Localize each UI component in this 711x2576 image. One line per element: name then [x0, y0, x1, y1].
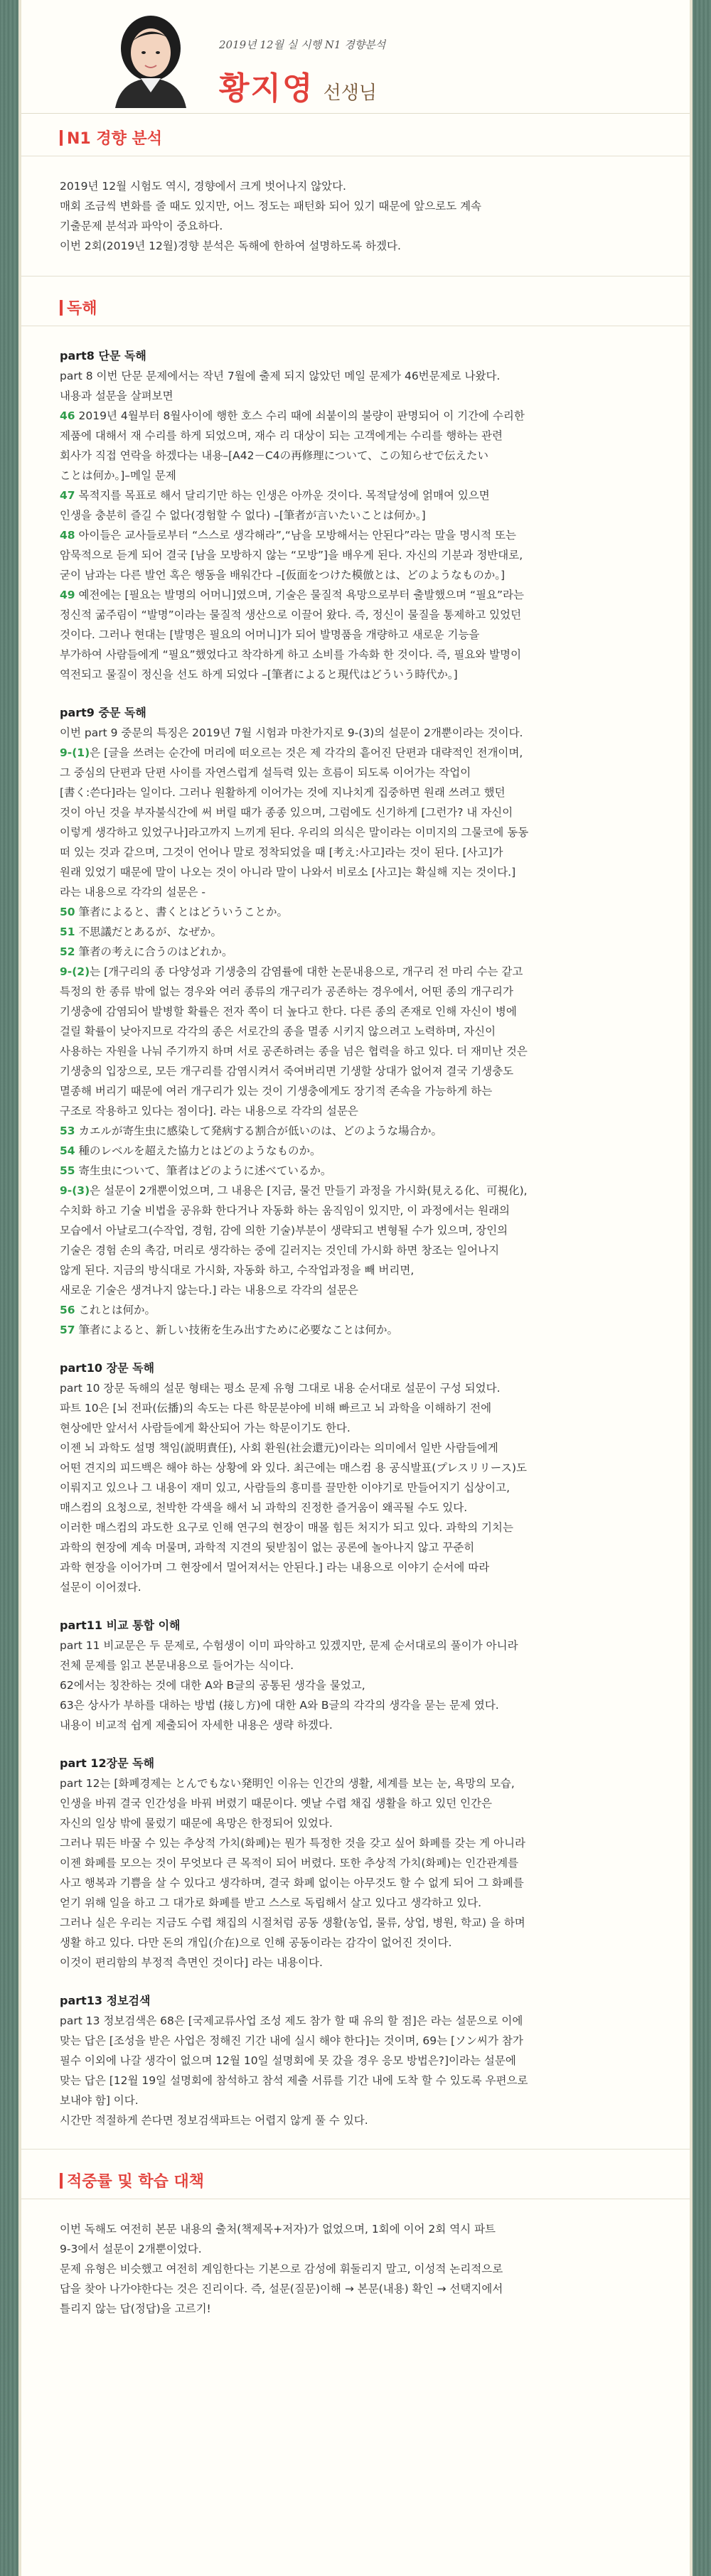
reading-part	[60, 346, 651, 685]
text-line	[60, 505, 651, 525]
line-text: 걸릴 확률이 낮아지므로 각각의 종은 서로간의 종을 멸종 시키지 않으려고 노력하며, 자신이	[60, 1025, 496, 1038]
question-number: 48	[60, 529, 75, 542]
text-line	[60, 2071, 651, 2091]
text-line: 이번 2회(2019년 12월)경향 분석은 독해에 한하여 설명하도록 하겠다.	[60, 240, 401, 252]
text-line: 틀리지 않는 답(정답)을 고르기!	[60, 2302, 211, 2315]
line-text: 그러나 뭐든 바꿀 수 있는 추상적 가치(화폐)는 뭔가 특정한 것을 갖고 싶어 화폐를 갖는 게 아니라	[60, 1837, 525, 1850]
question-number: 49	[60, 589, 75, 601]
line-text: 제품에 대해서 재 수리를 하게 되었으며, 재수 리 대상이 되는 고객에게는 수리를 행하는 관련	[60, 429, 503, 442]
question-number: 9-(2)	[60, 965, 90, 978]
line-text: 기생충에 감염되어 발병할 확률은 전자 쪽이 더 높다고 한다. 다른 종의 존재로 인해 자신이 병에	[60, 1005, 517, 1018]
text-line	[60, 1893, 651, 1913]
article-content	[21, 114, 690, 2319]
part-heading: part10 장문 독해	[60, 1361, 155, 1375]
text-line	[60, 1021, 651, 1041]
text-line	[60, 2091, 651, 2110]
question-number: 55	[60, 1164, 75, 1177]
text-line	[60, 1002, 651, 1021]
line-text: 역전되고 물질이 정신을 선도 하게 되었다 –[筆者によると現代はどういう時代か。]	[60, 668, 458, 681]
text-line	[60, 882, 651, 902]
line-text: 얻기 위해 일을 하고 그 대가로 화폐를 받고 스스로 독립해서 살고 있다고 생각하고 있다.	[60, 1896, 482, 1909]
question-line	[60, 1121, 651, 1141]
line-text: 는 [개구리의 종 다양성과 기생충의 감염률에 대한 논문내용으로, 개구리 전 마리 수는 같고	[90, 965, 523, 978]
line-text: 맞는 답은 [12월 19일 설명회에 참석하고 참석 제출 서류를 기간 내에 도착 할 수 있도록 우편으로	[60, 2074, 528, 2087]
line-text: 이러한 매스컴의 과도한 요구로 인해 연구의 현장이 매몰 힘든 처지가 되고 있다. 과학의 기치는	[60, 1521, 513, 1534]
line-text: part 8 이번 단문 문제에서는 작년 7월에 출제 되지 않았던 메일 문제가 46번문제로 나왔다.	[60, 370, 501, 382]
line-text: 라는 내용으로 각각의 설문은 -	[60, 886, 205, 898]
part-heading: part9 중문 독해	[60, 706, 146, 719]
teacher-title	[219, 63, 377, 108]
line-text: 筆者の考えに合うのはどれか。	[75, 945, 233, 958]
text-line	[60, 645, 651, 665]
line-text: 寄生虫について、筆者はどのように述べているか。	[75, 1164, 332, 1177]
question-number: 9-(3)	[60, 1184, 90, 1197]
question-number: 52	[60, 945, 75, 958]
text-line	[60, 1953, 651, 1973]
part-heading: part8 단문 독해	[60, 349, 146, 363]
text-line	[60, 1378, 651, 1398]
text-line	[60, 1220, 651, 1240]
teacher-name: 황지영	[219, 70, 314, 107]
line-text: 모습에서 아날로그(수작업, 경험, 감에 의한 기술)부분이 생략되고 변형될 수가 있으며, 장인의	[60, 1224, 508, 1237]
text-line	[60, 1418, 651, 1438]
text-line	[60, 982, 651, 1002]
text-line	[60, 1557, 651, 1577]
text-line	[60, 1833, 651, 1853]
line-text: 種のレベルを超えた協力とはどのようなものか。	[75, 1144, 321, 1157]
text-line	[60, 466, 651, 485]
line-text: 2019년 4월부터 8월사이에 행한 호스 수리 때에 쇠붙이의 불량이 판명되어 이 기간에 수리한	[75, 409, 525, 422]
line-text: 예전에는 [필요는 발명의 어머니]였으며, 기술은 물질적 욕망으로부터 출발했으며 “필요”라는	[75, 589, 525, 601]
text-line	[60, 1933, 651, 1953]
text-line: 기출문제 분석과 파악이 중요하다.	[60, 220, 223, 232]
line-text: part 13 정보검색은 68은 [국제교류사업 조성 제도 참가 할 때 유의 할 점]은 라는 설문으로 이에	[60, 2014, 523, 2027]
text-line	[60, 565, 651, 585]
question-line	[60, 902, 651, 922]
text-line: 이번 독해도 여전히 본문 내용의 출처(책제목+저자)가 없었으며, 1회에 이어 2회 역시 파트	[60, 2223, 496, 2236]
question-number: 47	[60, 489, 75, 502]
line-text: 않게 된다. 지금의 방식대로 가시화, 자동화 하고, 수작업과정을 빼 버리면,	[60, 1264, 415, 1277]
line-text: 인생을 바꿔 결국 인간성을 바꿔 버렸기 때문이다. 옛날 수렵 채집 생활을 하고 있던 인간은	[60, 1797, 493, 1810]
text-line	[60, 1280, 651, 1300]
line-text: 전체 문제를 읽고 본문내용으로 들어가는 식이다.	[60, 1659, 294, 1672]
section-divider	[21, 276, 690, 277]
line-text: 떠 있는 것과 같으며, 그것이 언어나 말로 정착되었을 때 [考え:사고]라는 것이 된다. [사고]가	[60, 846, 503, 859]
line-text: 기생충의 입장으로, 모든 개구리를 감염시켜서 죽여버리면 기생할 상대가 없어져 결국 기생충도	[60, 1065, 514, 1078]
line-text: part 12는 [화폐경제는 とんでもない発明인 이유는 인간의 생활, 세계를 보는 눈, 욕망의 모습,	[60, 1777, 515, 1790]
part-heading: part13 정보검색	[60, 1994, 151, 2007]
line-text: 생활 하고 있다. 다만 돈의 개입(介在)으로 인해 공동이라는 감각이 없어진 것이다.	[60, 1936, 452, 1949]
reading-part	[60, 1358, 651, 1597]
text-line	[60, 1101, 651, 1121]
line-text: 정신적 굶주림이 “발명”이라는 물질적 생산으로 이끌어 왔다. 즉, 정신이 물질을 통제하고 있었던	[60, 608, 522, 621]
section-title-trend: N1 경향 분석	[60, 127, 651, 149]
part-heading: part11 비교 통합 이해	[60, 1619, 181, 1632]
text-line	[60, 1081, 651, 1101]
line-text: カエルが寄生虫に感染して発病する割合が低いのは、どのような場合か。	[75, 1125, 443, 1137]
line-text: 사고 행복과 기쁨을 살 수 있다고 생각하며, 결국 화폐 없이는 아무것도 할 수 없게 되어 그 화폐를	[60, 1877, 524, 1889]
text-line	[60, 1636, 651, 1655]
question-line	[60, 1141, 651, 1161]
text-line: 9-3에서 설문이 2개뿐이었다.	[60, 2243, 202, 2255]
line-text: 그 중심의 단편과 단편 사이를 자연스럽게 설득력 있는 흐름이 되도록 이어가는 작업이	[60, 766, 471, 779]
text-line	[60, 1061, 651, 1081]
text-line	[60, 2051, 651, 2071]
line-text: 筆者によると、書くとはどういうことか。	[75, 906, 289, 918]
question-line	[60, 1161, 651, 1181]
text-line	[60, 1853, 651, 1873]
text-line	[60, 1240, 651, 1260]
text-line	[60, 783, 651, 803]
text-line	[60, 1577, 651, 1597]
line-text: 사용하는 자원을 나눠 주기까지 하며 서로 공존하려는 종을 넘은 협력을 하고 있다. 더 재미난 것은	[60, 1045, 528, 1058]
question-line	[60, 962, 651, 982]
text-line	[60, 366, 651, 386]
text-line	[60, 1913, 651, 1933]
text-line	[60, 1518, 651, 1537]
text-line	[60, 1537, 651, 1557]
line-text: 필수 이외에 나갈 생각이 없으며 12월 10일 설명회에 못 갔을 경우 응모 방법은?]이라는 설문에	[60, 2054, 516, 2067]
text-line	[60, 446, 651, 466]
question-number: 46	[60, 409, 75, 422]
text-line	[60, 1201, 651, 1220]
text-line	[60, 625, 651, 645]
line-text: 이번 part 9 중문의 특징은 2019년 7월 시험과 마찬가지로 9-(3)의 설문이 2개뿐이라는 것이다.	[60, 726, 523, 739]
question-line	[60, 1300, 651, 1320]
line-text: 63은 상사가 부하를 대하는 방법 (接し方)에 대한 A와 B글의 각각의 생각을 묻는 문제 였다.	[60, 1699, 499, 1712]
section-marker	[60, 2173, 63, 2189]
text-line: 답을 찾아 나가야한다는 것은 진리이다. 즉, 설문(질문)이해 → 본문(내용) 확인 → 선택지에서	[60, 2282, 503, 2295]
line-text: 보내야 함] 이다.	[60, 2094, 139, 2107]
text-line	[60, 605, 651, 625]
question-line	[60, 942, 651, 962]
section-marker	[60, 300, 63, 316]
section-marker	[60, 130, 63, 146]
line-text: ことは何か。]–메일 문제	[60, 469, 176, 482]
line-text: 맞는 답은 [조성을 받은 사업은 정해진 기간 내에 실시 해야 한다]는 것이며, 69는 [ソン씨가 참가	[60, 2034, 523, 2047]
text-line	[60, 822, 651, 842]
line-text: 내용과 설문을 살펴보면	[60, 390, 173, 402]
text-line	[60, 763, 651, 783]
line-text: 매스컴의 요청으로, 천박한 각색을 해서 뇌 과학의 진정한 즐거움이 왜곡될 수도 있다.	[60, 1501, 468, 1514]
line-text: 자신의 일상 밖에 물렀기 때문에 욕망은 한정되어 있었다.	[60, 1817, 333, 1830]
reading-part	[60, 1616, 651, 1735]
text-line	[60, 1498, 651, 1518]
text-line	[60, 2011, 651, 2031]
line-text: 이것이 편리함의 부정적 측면인 것이다] 라는 내용이다.	[60, 1956, 323, 1969]
text-line	[60, 1478, 651, 1498]
text-line	[60, 723, 651, 743]
line-text: 새로운 기술은 생겨나지 않는다.] 라는 내용으로 각각의 설문은	[60, 1284, 358, 1297]
line-text: 62에서는 칭찬하는 것에 대한 A와 B글의 공통된 생각을 물었고,	[60, 1679, 365, 1692]
text-line: 매회 조금씩 변화를 줄 때도 있지만, 어느 정도는 패턴화 되어 있기 때문에 앞으로도 계속	[60, 200, 482, 213]
line-text: 수치화 하고 기술 비법을 공유화 한다거나 자동화 하는 움직임이 있지만, 이 과정에서는 원래의	[60, 1204, 510, 1217]
line-text: 그러나 실은 우리는 지금도 수렵 채집의 시절처럼 공동 생활(농업, 물류, 상업, 병원, 학교) 을 하며	[60, 1916, 525, 1929]
reading-part	[60, 1754, 651, 1973]
reading-part	[60, 703, 651, 1340]
line-text: 파트 10은 [뇌 전파(伝播)의 속도는 다른 학문분야에 비해 빠르고 뇌 과학을 이해하기 전에	[60, 1402, 492, 1415]
reading-part	[60, 1991, 651, 2130]
text-line	[60, 1675, 651, 1695]
text-line	[60, 1655, 651, 1675]
question-line	[60, 485, 651, 505]
text-line	[60, 2031, 651, 2051]
page-header	[21, 0, 690, 114]
text-line	[60, 1793, 651, 1813]
question-line	[60, 406, 651, 426]
line-text: 이젠 뇌 과학도 설명 책임(説明責任), 사회 환원(社会還元)이라는 의미에서 일반 사람들에게	[60, 1442, 498, 1454]
strategy-paragraph	[60, 2219, 651, 2319]
line-text: 이뤄지고 있으나 그 내용이 재미 있고, 사람들의 흥미를 끌만한 이야기로 만들어지기 십상이고,	[60, 1481, 510, 1494]
text-line: 문제 유형은 비슷했고 여전히 계임한다는 기본으로 감성에 휘둘리지 말고, 이성적 논리적으로	[60, 2263, 503, 2275]
question-number: 57	[60, 1324, 75, 1336]
line-text: 것이다. 그러나 현대는 [발명은 필요의 어머니]가 되어 발명품을 개량하고 새로운 기능을	[60, 628, 480, 641]
line-text: 이젠 화폐를 모으는 것이 무엇보다 큰 목적이 되어 버렸다. 또한 추상적 가치(화폐)는 인간관계를	[60, 1857, 519, 1869]
line-text: 不思議だとあるが、なぜか。	[75, 925, 223, 938]
question-line	[60, 743, 651, 763]
text-line	[60, 803, 651, 822]
question-number: 50	[60, 906, 75, 918]
text-line	[60, 1715, 651, 1735]
question-line	[60, 525, 651, 545]
question-line	[60, 585, 651, 605]
question-number: 56	[60, 1304, 75, 1316]
section-divider	[21, 2149, 690, 2150]
question-number: 9-(1)	[60, 746, 90, 759]
trend-paragraph	[60, 176, 651, 256]
text-line	[60, 1458, 651, 1478]
text-line	[60, 545, 651, 565]
line-text: 기술은 경험 손의 촉감, 머리로 생각하는 중에 길러지는 것인데 가시화 하면 창조는 일어나지	[60, 1244, 500, 1257]
line-text: part 10 장문 독해의 설문 형태는 평소 문제 유형 그대로 내용 순서대로 설문이 구성 되었다.	[60, 1382, 501, 1395]
line-text: 은 [글을 쓰려는 순간에 머리에 떠오르는 것은 제 각각의 흩어진 단편과 대략적인 전개이며,	[90, 746, 523, 759]
reading-parts	[60, 346, 651, 2130]
text-line	[60, 1695, 651, 1715]
line-text: 구조로 작용하고 있다는 점이다]. 라는 내용으로 각각의 설문은	[60, 1105, 358, 1117]
text-line	[60, 1041, 651, 1061]
text-line	[60, 2110, 651, 2130]
line-text: 원래 있었기 때문에 말이 나오는 것이 아니라 말이 나와서 비로소 [사고]는 확실해 지는 것이다.]	[60, 866, 516, 879]
question-number: 51	[60, 925, 75, 938]
text-line	[60, 665, 651, 685]
text-line	[60, 386, 651, 406]
question-line	[60, 1320, 651, 1340]
line-text: 시간만 적절하게 쓴다면 정보검색파트는 어렵지 않게 풀 수 있다.	[60, 2114, 368, 2127]
teacher-avatar	[105, 9, 196, 108]
line-text: 것이 아닌 것을 부자불식간에 써 버릴 때가 종종 있으며, 그럼에도 신기하게 [그런가? 내 자신이	[60, 806, 513, 819]
line-text: 멸종해 버리기 때문에 여러 개구리가 있는 것이 기생충에게도 장기적 존속을 가능하게 하는	[60, 1085, 493, 1098]
line-text: 筆者によると、新しい技術を生み出すために必要なことは何か。	[75, 1324, 399, 1336]
question-number: 53	[60, 1125, 75, 1137]
line-text: 부가하여 사람들에게 “필요”했었다고 착각하게 하고 소비를 가속화 한 것이다. 즉, 필요와 발명이	[60, 648, 522, 661]
text-line	[60, 1398, 651, 1418]
text-line	[60, 1813, 651, 1833]
line-text: 설문이 이어졌다.	[60, 1581, 141, 1594]
text-line	[60, 862, 651, 882]
part-heading: part 12장문 독해	[60, 1756, 155, 1770]
text-line	[60, 426, 651, 446]
text-line	[60, 1438, 651, 1458]
line-text: 은 설문이 2개뿐이었으며, 그 내용은 [지금, 물건 만들기 과정을 가시화(見える化、可視化),	[90, 1184, 528, 1197]
paper-sheet	[18, 0, 693, 2576]
line-text: 과학 현장을 이어가며 그 현장에서 멀어져서는 안된다.] 라는 내용으로 이야기 순서에 따라	[60, 1561, 490, 1574]
line-text: 현상에만 앞서서 사람들에게 확산되어 가는 학문이기도 한다.	[60, 1422, 351, 1434]
line-text: 이렇게 생각하고 있었구나]라고까지 느끼게 된다. 우리의 의식은 말이라는 이미지의 그물코에 동동	[60, 826, 529, 839]
line-text: 목적지를 목표로 해서 달리기만 하는 인생은 아까운 것이다. 목적달성에 얽매여 있으면	[75, 489, 490, 502]
exam-analysis-subtitle: 2019년 12월 실 시행 N1 경향분석	[219, 38, 386, 51]
question-line	[60, 922, 651, 942]
line-text: 인생을 충분히 즐길 수 없다(경험할 수 없다) –[筆者が言いたいことは何か。]	[60, 509, 426, 522]
text-line	[60, 1873, 651, 1893]
line-text: 특정의 한 종류 밖에 없는 경우와 여러 종류의 개구리가 공존하는 경우에서, 어떤 종의 개구리가	[60, 985, 513, 998]
section-title-strategy: 적중률 및 학습 대책	[60, 2169, 651, 2191]
text-line	[60, 842, 651, 862]
line-text: 내용이 비교적 쉽게 제출되어 자세한 내용은 생략 하겠다.	[60, 1719, 333, 1732]
line-text: 회사가 직접 연락을 하겠다는 내용–[A42－C4の再修理について、この知らせで伝えたい	[60, 449, 489, 462]
question-line	[60, 1181, 651, 1201]
line-text: 어떤 견지의 피드백은 해야 하는 상황에 와 있다. 최근에는 매스컴 용 공식발표(プレスリリース)도	[60, 1461, 527, 1474]
line-text: これとは何か。	[75, 1304, 156, 1316]
text-line	[60, 1773, 651, 1793]
question-number: 54	[60, 1144, 75, 1157]
line-text: [書く:쓴다]라는 일이다. 그러나 원활하게 이어가는 것에 지나치게 집중하면 원래 쓰려고 했던	[60, 786, 506, 799]
line-text: 굳이 남과는 다른 발언 혹은 행동을 배워간다 –[仮面をつけた模倣とは、どのようなものか。]	[60, 569, 506, 581]
line-text: 아이들은 교사들로부터 “스스로 생각해라”,“남을 모방해서는 안된다”라는 말을 명시적 또는	[75, 529, 516, 542]
section-title-reading: 독해	[60, 296, 651, 318]
teacher-role: 선생님	[323, 82, 377, 104]
text-line: 2019년 12월 시험도 역시, 경향에서 크게 벗어나지 않았다.	[60, 180, 346, 193]
line-text: 과학의 현장에 계속 머물며, 과학적 지견의 뒷받침이 없는 공론에 놀아나지 않고 꾸준히	[60, 1541, 475, 1554]
text-line	[60, 1260, 651, 1280]
line-text: 암묵적으로 듣게 되어 결국 [남을 모방하지 않는 “모방”]을 배우게 된다. 자신의 기분과 정반대로,	[60, 549, 523, 562]
line-text: part 11 비교문은 두 문제로, 수험생이 이미 파악하고 있겠지만, 문제 순서대로의 풀이가 아니라	[60, 1639, 518, 1652]
